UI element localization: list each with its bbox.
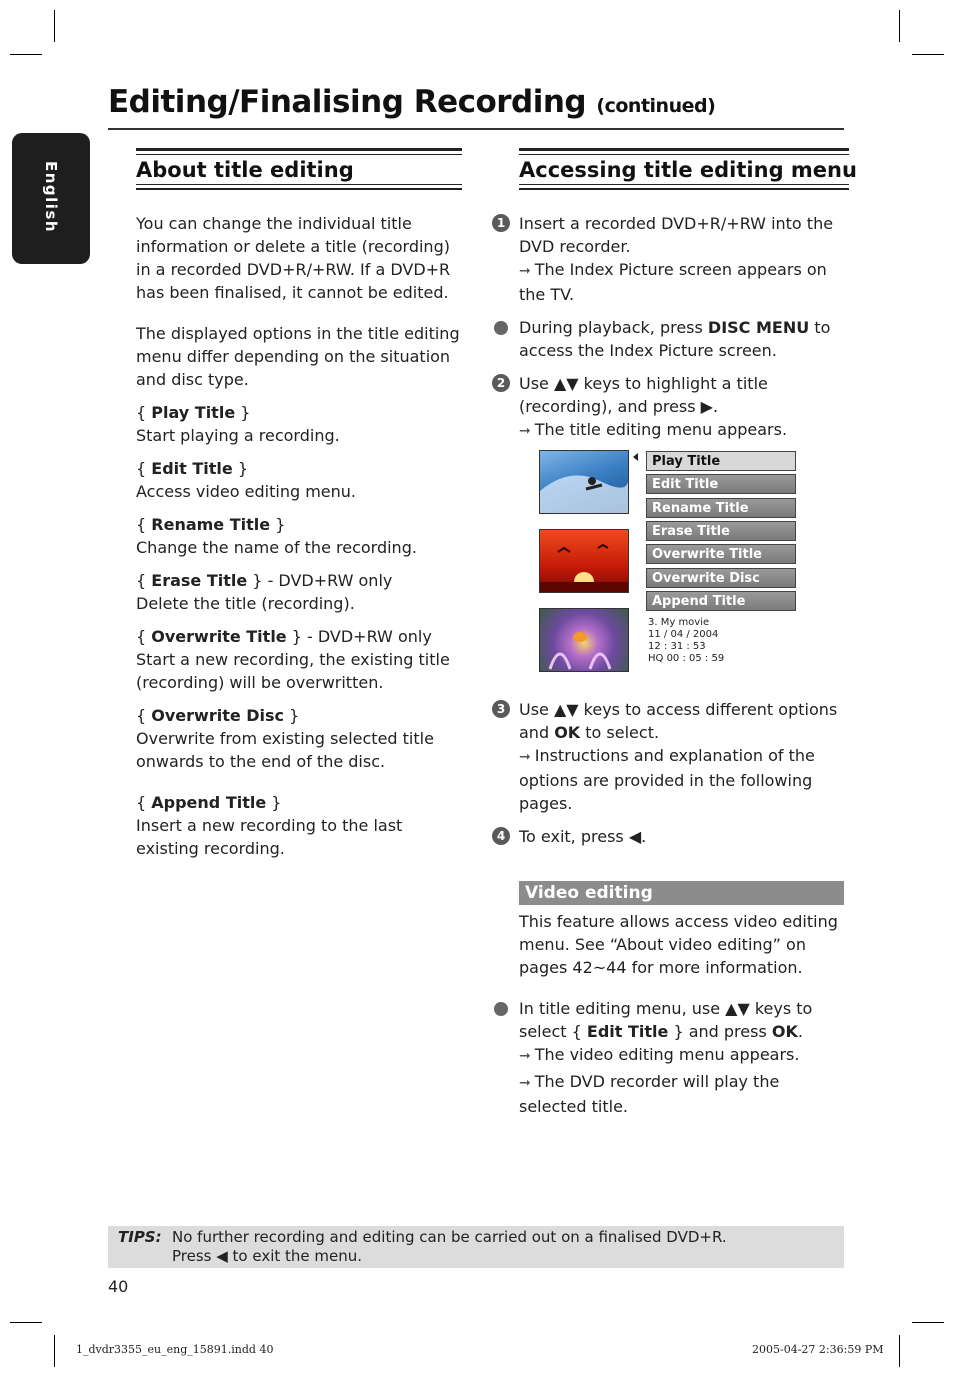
step-3-text: Use ▲▼ keys to access different options and OK to select. [519, 700, 838, 742]
menu-option: Overwrite Disc [646, 568, 796, 588]
bullet-dot-icon [494, 1002, 508, 1016]
option-description: Start playing a recording. [136, 426, 340, 445]
option-item [136, 513, 462, 559]
title-info [648, 617, 724, 665]
arrow-right-icon: ➞ [519, 1075, 531, 1091]
option-name: { Overwrite Disc } [136, 706, 300, 725]
selector-arrow-icon [633, 453, 638, 461]
crop-mark [899, 1335, 900, 1367]
option-description: Delete the title (recording). [136, 594, 355, 613]
about-intro-1: You can change the individual title information or delete a title (recording) in a recorded DVD+R/+RW. If a DVD+R has been finalised, it cannot be edited. [136, 214, 451, 302]
menu-option: Play Title [646, 451, 796, 471]
option-name: { Play Title } [136, 403, 251, 422]
thumbnail-anemone [539, 608, 629, 672]
arrow-right-icon: ➞ [519, 423, 531, 439]
bullet-2-result-1: ➞ The video editing menu appears. [519, 1045, 800, 1064]
step-number-4: 4 [492, 827, 510, 845]
title-rule [108, 128, 844, 130]
bullet-2 [519, 997, 849, 1118]
tips-box [108, 1226, 844, 1268]
left-column [136, 148, 462, 860]
step-number-2: 2 [492, 374, 510, 392]
page-title [108, 84, 715, 120]
option-list [136, 401, 462, 860]
bullet-1-text: During playback, press DISC MENU to access the Index Picture screen. [519, 318, 831, 360]
crop-mark [10, 1322, 42, 1323]
option-name-text: Rename Title [151, 515, 271, 534]
menu-option: Edit Title [646, 474, 796, 494]
option-item [136, 569, 462, 615]
thumbnail-surfer [539, 450, 629, 514]
section-heading-about: About title editing [136, 148, 462, 190]
option-name-text: Overwrite Disc [151, 706, 285, 725]
step-1-text: Insert a recorded DVD+R/+RW into the DVD recorder. [519, 214, 834, 256]
step-3 [496, 698, 849, 815]
anemone-image-icon [540, 609, 628, 671]
option-name-text: Erase Title [151, 571, 248, 590]
step-2 [496, 372, 849, 443]
step-3-result: ➞ Instructions and explanation of the options are provided in the following pages. [519, 746, 815, 813]
option-description: Change the name of the recording. [136, 538, 417, 557]
section-heading-accessing: Accessing title editing menu [519, 148, 849, 190]
language-tab [12, 133, 90, 264]
page-title-continued: (continued) [596, 95, 716, 117]
option-description: Start a new recording, the existing title (recording) will be overwritten. [136, 650, 450, 692]
title-info-time: 12 : 31 : 53 [648, 641, 706, 652]
language-tab-label: English [42, 161, 60, 234]
option-item [136, 401, 462, 447]
crop-mark [912, 1322, 944, 1323]
option-item [136, 704, 462, 773]
sunset-image-icon [540, 530, 628, 592]
arrow-right-icon: ➞ [519, 1048, 531, 1064]
option-suffix: - DVD+RW only [262, 571, 393, 590]
title-info-name: 3. My movie [648, 617, 710, 628]
step-number-1: 1 [492, 214, 510, 232]
option-name: { Edit Title } [136, 459, 248, 478]
tips-line-1: No further recording and editing can be carried out on a finalised DVD+R. [172, 1228, 727, 1246]
thumbnail-sunset [539, 529, 629, 593]
arrow-right-icon: ➞ [519, 263, 531, 279]
surfer-image-icon [540, 451, 628, 513]
bullet-2-result-2: ➞ The DVD recorder will play the selected title. [519, 1072, 780, 1116]
about-intro-2: The displayed options in the title editing menu differ depending on the situation and disc type. [136, 324, 460, 389]
tips-label: TIPS: [118, 1228, 162, 1246]
crop-mark [899, 10, 900, 42]
crop-mark [54, 10, 55, 42]
bullet-2-text: In title editing menu, use ▲▼ keys to select { Edit Title } and press OK. [519, 999, 813, 1041]
bullet-dot-icon [494, 321, 508, 335]
arrow-right-icon: ➞ [519, 749, 531, 765]
option-description: Insert a new recording to the last existing recording. [136, 816, 403, 858]
option-item [136, 791, 462, 860]
option-name: { Erase Title } - DVD+RW only [136, 571, 393, 590]
step-1-result: ➞ The Index Picture screen appears on the TV. [519, 260, 827, 304]
tips-line-2: Press ◀ to exit the menu. [172, 1247, 363, 1265]
footer-timestamp: 2005-04-27 2:36:59 PM [752, 1343, 884, 1356]
option-description: Overwrite from existing selected title onwards to the end of the disc. [136, 729, 434, 771]
option-name: { Overwrite Title } - DVD+RW only [136, 627, 432, 646]
step-1 [496, 212, 849, 306]
menu-option: Erase Title [646, 521, 796, 541]
option-name: { Append Title } [136, 793, 282, 812]
crop-mark [10, 54, 42, 55]
menu-option: Rename Title [646, 498, 796, 518]
option-name-text: Overwrite Title [151, 627, 287, 646]
right-column [496, 148, 857, 443]
title-info-duration: HQ 00 : 05 : 59 [648, 653, 725, 664]
step-4-text: To exit, press ◀. [519, 827, 647, 846]
crop-mark [912, 54, 944, 55]
menu-option: Append Title [646, 591, 796, 611]
step-2-text: Use ▲▼ keys to highlight a title (recording), and press ▶. [519, 374, 768, 416]
menu-option: Overwrite Title [646, 544, 796, 564]
step-2-result: ➞ The title editing menu appears. [519, 420, 788, 439]
video-editing-section [519, 910, 849, 1118]
option-name-text: Edit Title [151, 459, 233, 478]
step-4 [496, 825, 849, 848]
option-description: Access video editing menu. [136, 482, 356, 501]
video-editing-text: This feature allows access video editing menu. See “About video editing” on pages 42~44 for more information. [519, 912, 838, 977]
page-title-text: Editing/Finalising Recording [108, 84, 587, 120]
option-suffix: - DVD+RW only [301, 627, 432, 646]
footer-file: 1_dvdr3355_eu_eng_15891.indd 40 [76, 1343, 274, 1356]
option-name: { Rename Title } [136, 515, 286, 534]
option-name-text: Append Title [151, 793, 267, 812]
bullet-1 [519, 316, 849, 362]
video-editing-heading: Video editing [519, 881, 844, 905]
option-name-text: Play Title [151, 403, 236, 422]
right-column-lower [496, 698, 849, 848]
title-info-date: 11 / 04 / 2004 [648, 629, 719, 640]
option-item [136, 457, 462, 503]
step-number-3: 3 [492, 700, 510, 718]
option-item [136, 625, 462, 694]
page-number: 40 [108, 1277, 129, 1296]
crop-mark [54, 1335, 55, 1367]
